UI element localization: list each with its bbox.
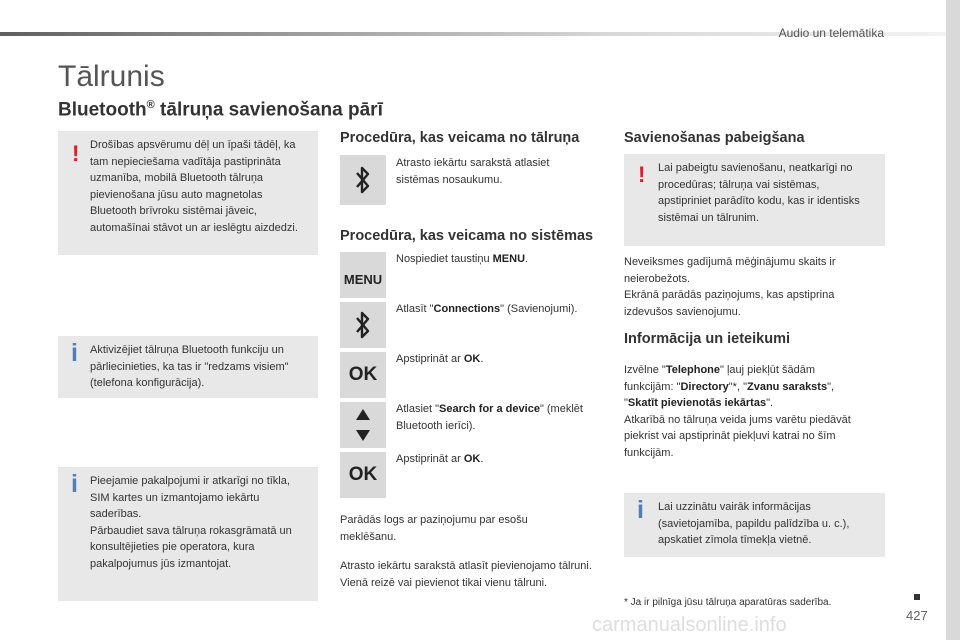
registered-mark: ®: [146, 99, 155, 111]
info-box-services: [58, 467, 318, 601]
failure-text-1: Neveiksmes gadījumā mēģinājumu skaits ir neierobežots.: [624, 256, 836, 285]
warning-icon: !: [638, 162, 646, 187]
telephone-menu-text: Izvēlne "Telephone" ļauj piekļūt šādām funkcijām: "Directory"*, "Zvanu saraksts", "Skatīt pievienotās iekārtas". Atkarībā no tālruņa veida jums varētu piedāvāt piekrist vai apstiprināt piekļuvi katrai no šīm funkcijām.: [624, 362, 866, 461]
failure-text-2: Ekrānā parādās paziņojums, kas apstiprina izdevušos savienojumu.: [624, 289, 835, 318]
section-title: [58, 99, 383, 121]
watermark: carmanualsonline.info: [592, 614, 787, 636]
bluetooth-icon: [353, 164, 373, 196]
info-text-bluetooth: Aktivizējiet tālruņa Bluetooth funkciju un pārliecinieties, ka tas ir "redzams visiem" (telefona konfigurācija).: [90, 344, 289, 389]
bluetooth-tile: [340, 302, 386, 348]
phone-procedure-heading: Procedūra, kas veicama no tālruņa: [340, 130, 580, 146]
searching-text: Parādās logs ar paziņojumu par esošu meklēšanu.: [340, 514, 528, 543]
finish-heading: Savienošanas pabeigšana: [624, 130, 805, 146]
bluetooth-tile: [340, 155, 386, 205]
step-select-connections: Atlasīt "Connections" (Savienojumi).: [396, 303, 578, 315]
failure-text: [624, 254, 876, 320]
finish-warning-text: Lai pabeigtu savienošanu, neatkarīgi no procedūras; tālruņa vai sistēmas, apstipriniet parādīto kodu, kas ir identisks sistēmai un tālrunim.: [658, 162, 860, 224]
step-search-device: Atlasiet "Search for a device" (meklēt Bluetooth ierīci).: [396, 403, 583, 432]
website-info-text: Lai uzzinātu vairāk informācijas (savietojamība, papildu palīdzība u. c.), apskatiet zīmola tīmekļa vietnē.: [658, 501, 850, 546]
info-box-bluetooth: [58, 336, 318, 398]
page-title: Tālrunis: [58, 60, 165, 93]
ok-button-label: OK: [348, 364, 378, 385]
warning-icon: !: [72, 141, 80, 166]
warning-text: Drošības apsvērumu dēļ un īpaši tādēļ, ka tam nepieciešama vadītāja pastiprināta uzmanība, mobilā Bluetooth tālruņa pievienošana jūsu auto magnetolas Bluetooth brīvroku sistēmai jāveic, automašīnai stāvot un ar ieslēgtu aizdedzi.: [90, 139, 298, 234]
bluetooth-icon: [353, 309, 373, 341]
up-down-arrows-icon: [354, 407, 372, 443]
page-dot: [914, 594, 920, 600]
info-icon: i: [637, 496, 644, 524]
info-heading: Informācija un ieteikumi: [624, 331, 790, 347]
info-icon: i: [71, 339, 78, 367]
ok-button-tile: [340, 352, 386, 398]
side-strip: [946, 0, 960, 640]
section-title-rest: tālruņa savienošana pārī: [154, 99, 383, 121]
access-text: Atkarībā no tālruņa veida jums varētu piedāvāt piekrist vai apstiprināt piekļuvi katrai no šīm funkcijām.: [624, 413, 851, 459]
footnote: * Ja ir pilnīga jūsu tālruņa aparatūras saderība.: [624, 597, 832, 608]
menu-button-label: MENU: [343, 271, 383, 287]
step-confirm-ok: Apstiprināt ar OK.: [396, 353, 484, 365]
info-text-services-1: Pieejamie pakalpojumi ir atkarīgi no tīkla, SIM kartes un izmantojamo iekārtu saderības.: [90, 475, 290, 520]
website-info-box: [624, 493, 885, 557]
system-procedure-heading: Procedūra, kas veicama no sistēmas: [340, 228, 594, 244]
page-number: 427: [906, 608, 928, 623]
step-press-menu: Nospiediet taustiņu MENU.: [396, 253, 529, 265]
info-text-services-2: Pārbaudiet sava tālruņa rokasgrāmatā un konsultējieties pie operatora, kura pakalpojumus jūs izmantojat.: [90, 524, 292, 570]
step-confirm-ok: Apstiprināt ar OK.: [396, 453, 484, 465]
arrow-keys-tile: [340, 402, 386, 448]
select-phone-text: Atrasto iekārtu sarakstā atlasīt pievienojamo tālruni. Vienā reizē vai pievienot tikai vienu tālruni.: [340, 560, 592, 589]
ok-button-label: OK: [348, 464, 378, 485]
warning-box: [58, 131, 318, 255]
section-title-brand: Bluetooth: [58, 99, 147, 121]
info-icon: i: [71, 470, 78, 498]
phone-step-text: Atrasto iekārtu sarakstā atlasiet sistēmas nosaukumu.: [396, 157, 550, 186]
header-section-title: Audio un telemātika: [778, 26, 884, 40]
ok-button-tile: [340, 452, 386, 498]
menu-button-tile: [340, 252, 386, 298]
finish-warning-box: [624, 154, 885, 246]
